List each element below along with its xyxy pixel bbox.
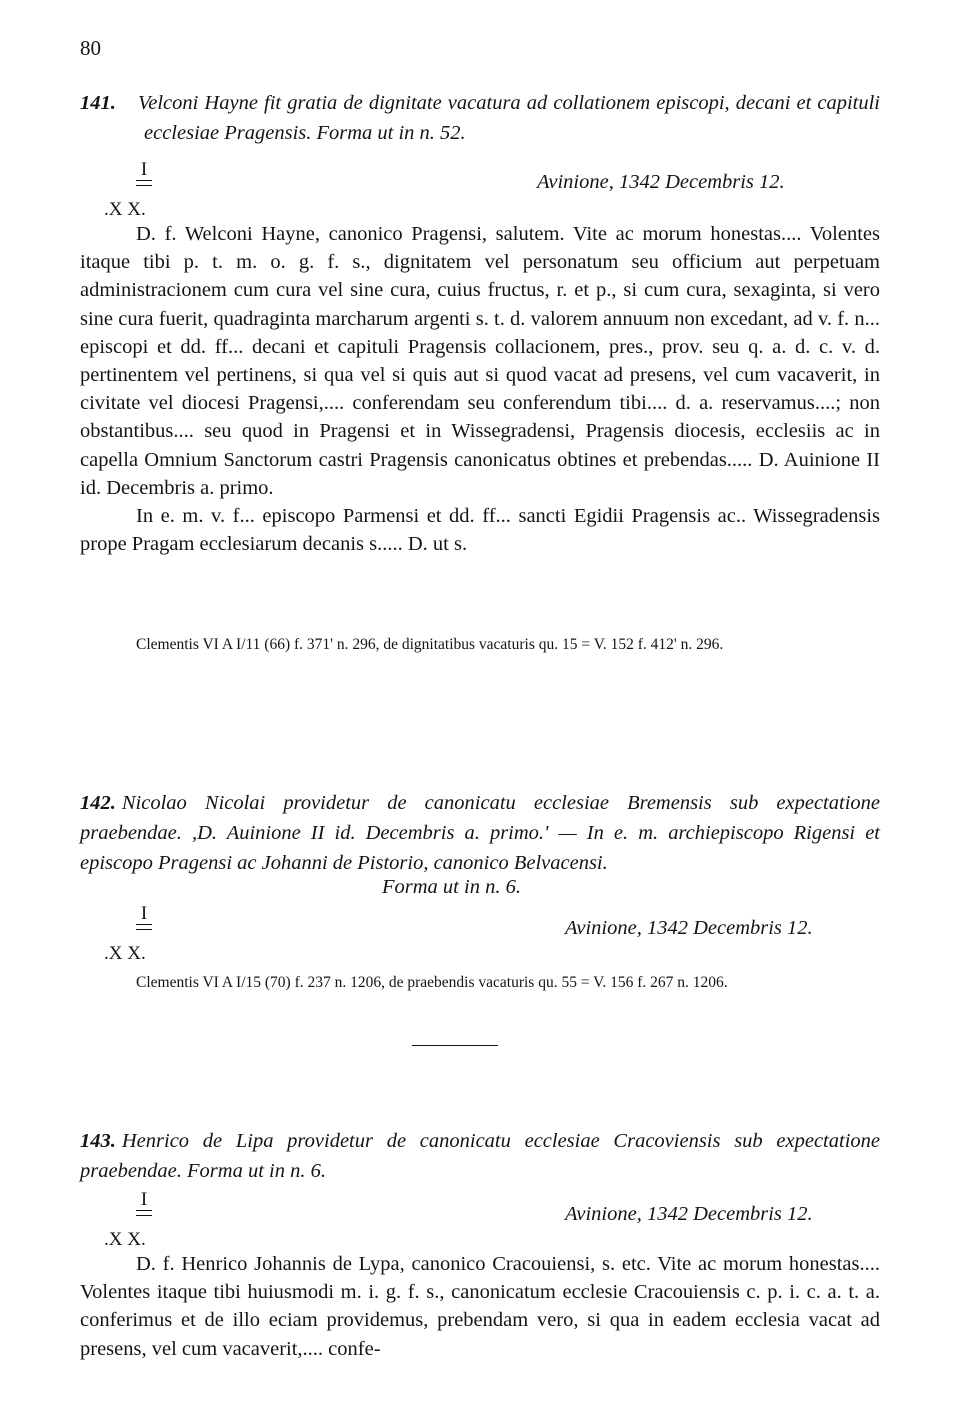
entry-142-heading-tail: Forma ut in n. 6. — [382, 876, 521, 898]
body-paragraph: In e. m. v. f... episcopo Parmensi et dd. ff... sancti Egidii Pragensis ac.. Wissegradensis prope Pragam ecclesiarum decanis s..... D. ut s. — [80, 505, 880, 556]
entry-142-heading — [80, 788, 880, 878]
source-citation: Clementis VI A I/11 (66) f. 371' n. 296, de dignitatibus vacaturis qu. 15 = V. 152 f. 412' n. 296. — [136, 636, 724, 653]
roman-lower: .X X. — [104, 943, 146, 964]
fraction-line — [136, 1215, 152, 1216]
entry-number: 143. — [80, 1130, 116, 1152]
roman-upper: I — [140, 159, 148, 180]
roman-lower: .X X. — [104, 199, 146, 220]
roman-upper: I — [140, 903, 148, 924]
body-paragraph: D. f. Welconi Hayne, canonico Pragensi, salutem. Vite ac morum honestas.... Volentes itaque tibi p. t. m. o. g. f. s., dignitatem vel personatum seu officium aut perpetuam administracionem cum cura vel sine cura, cuius fructus, r. et p., si cum cura, sexaginta, si vero sine cura fuerit, quadraginta marcharum argenti s. t. d. valorem annuum non excedant, ad v. f. n... episcopi et dd. ff... decani et capituli Pragensis collacionem, pres., prov. seu q. a. d. c. v. d. pertinentem vel pertinens, si qua vel si quis aut si quod vacat ad presens, vel cum vacaverit, in civitate vel diocesi Pragensi,.... conferendam seu conferendum tibi.... d. a. reservamus....; non obstantibus.... seu quod in Pragensi et in Wissegradensi, Pragensis diocesis, ecclesiis ac in capella Omnium Sanctorum castri Pragensis canonicatus obtines et prebendas..... D. Auinione II id. Decembris a. primo. — [80, 223, 880, 499]
section-divider — [412, 1045, 498, 1046]
entry-143-date: Avinione, 1342 Decembris 12. — [565, 1203, 813, 1225]
entry-142-date: Avinione, 1342 Decembris 12. — [565, 917, 813, 939]
entry-143-body — [80, 1250, 880, 1363]
fraction-line — [136, 185, 152, 186]
entry-141-body — [80, 220, 880, 558]
entry-number: 142. — [80, 792, 116, 814]
fraction-line — [136, 924, 152, 925]
entry-heading-text: Velconi Hayne fit gratia de dignitate vacatura ad collationem episcopi, decani et capituli ecclesiae Pragensis. Forma ut in n. 52. — [138, 92, 880, 144]
roman-upper: I — [140, 1189, 148, 1210]
entry-141-heading — [80, 88, 880, 148]
entry-number: 141. — [80, 92, 116, 114]
page-number: 80 — [80, 36, 101, 60]
fraction-line — [136, 180, 152, 181]
roman-lower: .X X. — [104, 1229, 146, 1250]
entry-heading-text: Henrico de Lipa providetur de canonicatu ecclesiae Cracoviensis sub expectatione praebendae. Forma ut in n. 6. — [80, 1130, 880, 1182]
fraction-line — [136, 1210, 152, 1211]
entry-142-source — [80, 970, 880, 996]
entry-heading-text: Nicolao Nicolai providetur de canonicatu ecclesiae Bremensis sub expectatione praebendae. ,D. Auinione II id. Decembris a. primo.' — In e. m. archiepiscopo Rigensi et episcopo Pragensi ac Johanni de Pistorio, canonico Belvacensi. — [80, 792, 880, 874]
fraction-line — [136, 929, 152, 930]
entry-141-date: Avinione, 1342 Decembris 12. — [537, 171, 785, 193]
body-paragraph: D. f. Henrico Johannis de Lypa, canonico Cracouiensi, s. etc. Vite ac morum honestas.... Volentes itaque tibi huiusmodi m. i. g. f. s., canonicatum ecclesie Cracouiensis c. p. i. c. a. t. a. conferimus et de illo eciam providemus, prebendam vero, si qua in eadem ecclesia vacat ad presens, vel cum vacaverit,.... confe- — [80, 1253, 880, 1360]
entry-141-source — [80, 632, 880, 658]
source-citation: Clementis VI A I/15 (70) f. 237 n. 1206, de praebendis vacaturis qu. 55 = V. 156 f. 267 n. 1206. — [136, 974, 728, 991]
entry-143-heading — [80, 1126, 880, 1186]
